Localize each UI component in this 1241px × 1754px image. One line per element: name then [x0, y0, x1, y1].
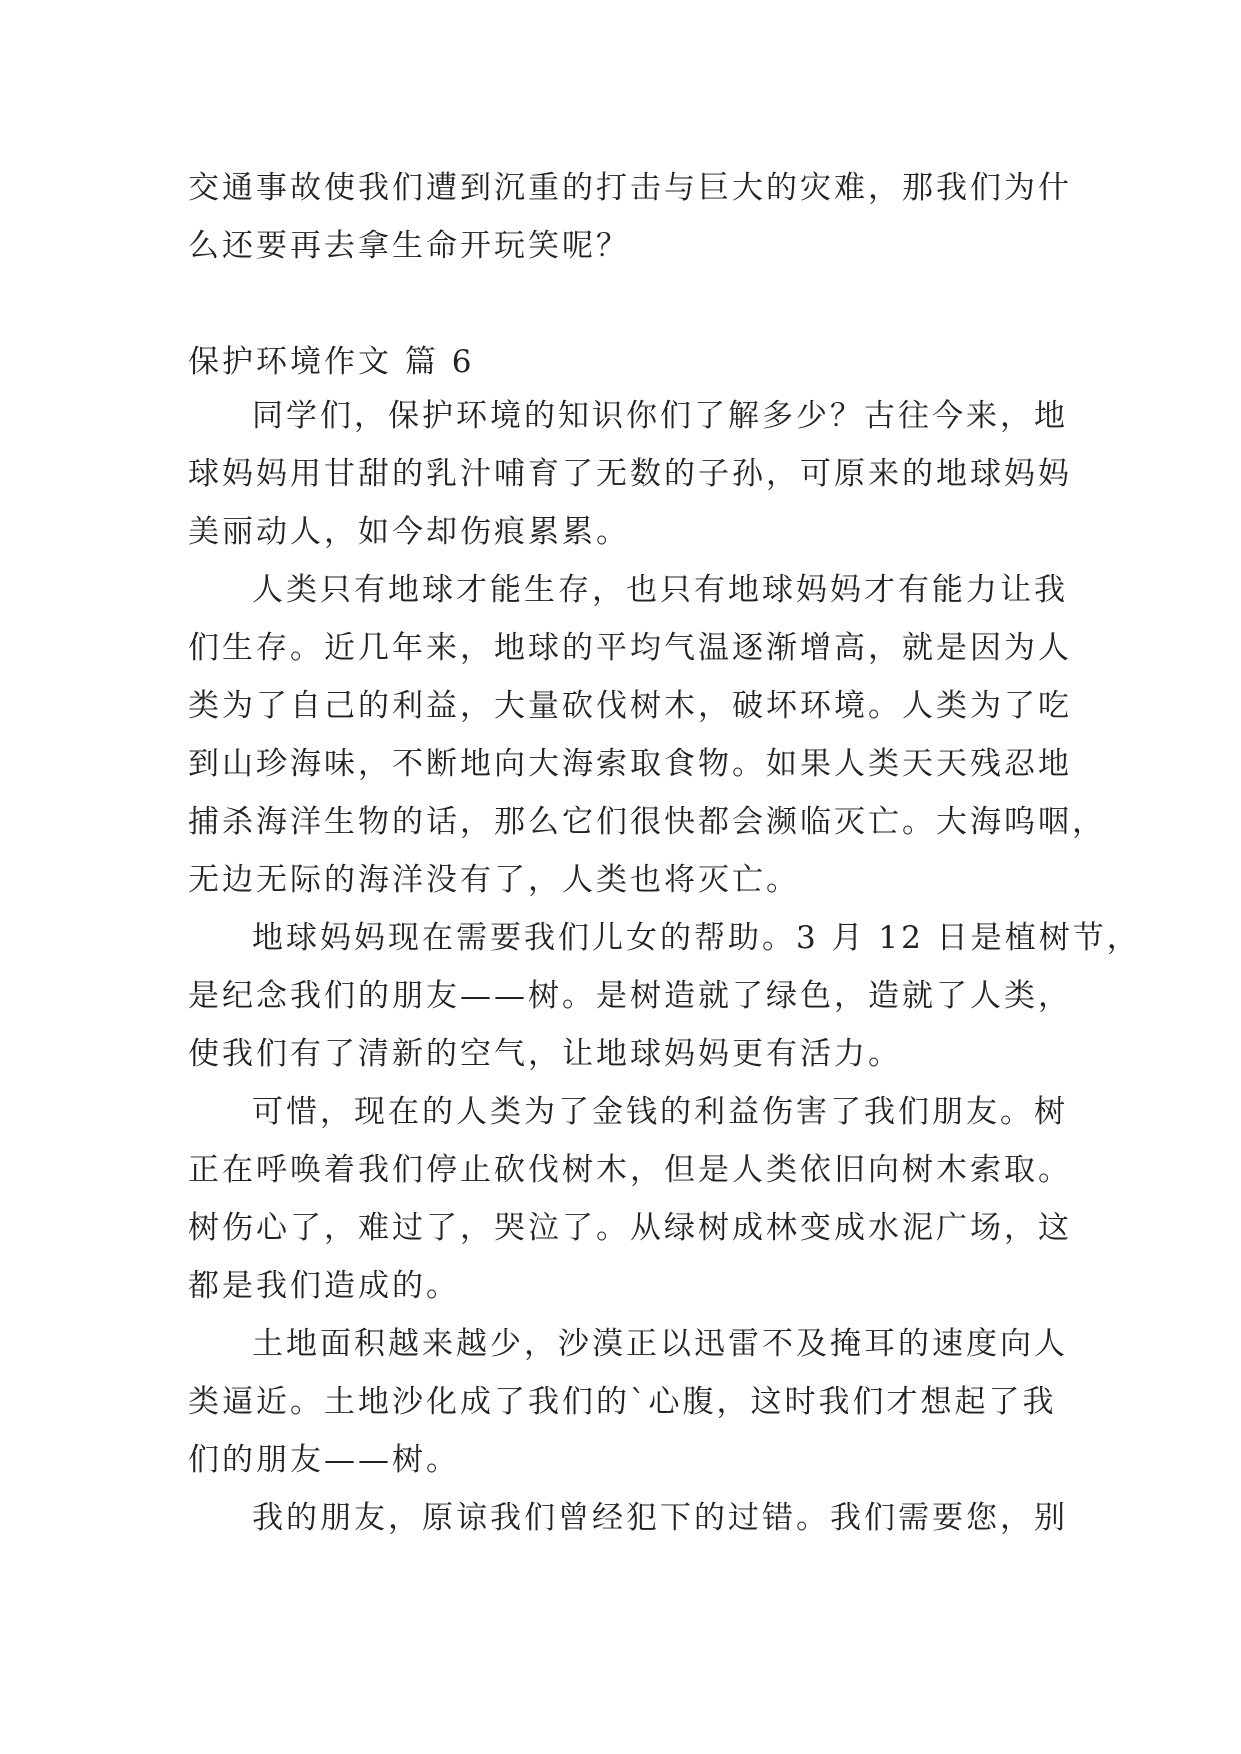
- text-line: 类逼近。土地沙化成了我们的`心腹，这时我们才想起了我: [188, 1384, 1057, 1420]
- text-line: 美丽动人，如今却伤痕累累。: [188, 514, 630, 550]
- text-line: 到山珍海味，不断地向大海索取食物。如果人类天天残忍地: [188, 746, 1072, 782]
- paragraph-first-line: 我的朋友，原谅我们曾经犯下的过错。我们需要您，别: [252, 1500, 1068, 1536]
- text-line: 么还要再去拿生命开玩笑呢？: [188, 228, 630, 264]
- text-line: 交通事故使我们遭到沉重的打击与巨大的灾难，那我们为什: [188, 170, 1072, 206]
- paragraph-first-line: 人类只有地球才能生存，也只有地球妈妈才有能力让我: [252, 572, 1068, 608]
- text-line: 是纪念我们的朋友——树。是树造就了绿色，造就了人类，: [188, 978, 1072, 1014]
- paragraph-first-line: 可惜，现在的人类为了金钱的利益伤害了我们朋友。树: [252, 1094, 1068, 1130]
- text-line: 们的朋友——树。: [188, 1442, 460, 1478]
- text-line: 树伤心了，难过了，哭泣了。从绿树成林变成水泥广场，这: [188, 1210, 1072, 1246]
- paragraph-first-line: 同学们，保护环境的知识你们了解多少？古往今来，地: [252, 398, 1068, 434]
- text-line: 正在呼唤着我们停止砍伐树木，但是人类依旧向树木索取。: [188, 1152, 1072, 1188]
- text-line: 们生存。近几年来，地球的平均气温逐渐增高，就是因为人: [188, 630, 1072, 666]
- text-line: 都是我们造成的。: [188, 1268, 460, 1304]
- text-line: 无边无际的海洋没有了，人类也将灭亡。: [188, 862, 800, 898]
- paragraph-first-line: 地球妈妈现在需要我们儿女的帮助。3 月 12 日是植树节，: [252, 920, 1141, 956]
- text-line: 捕杀海洋生物的话，那么它们很快都会濒临灭亡。大海呜咽，: [188, 804, 1106, 840]
- paragraph-first-line: 土地面积越来越少，沙漠正以迅雷不及掩耳的速度向人: [252, 1326, 1068, 1362]
- text-line: 类为了自己的利益，大量砍伐树木，破坏环境。人类为了吃: [188, 688, 1072, 724]
- text-line: 球妈妈用甘甜的乳汁哺育了无数的子孙，可原来的地球妈妈: [188, 456, 1072, 492]
- text-line: 使我们有了清新的空气，让地球妈妈更有活力。: [188, 1036, 902, 1072]
- section-heading: 保护环境作文 篇 6: [188, 344, 475, 380]
